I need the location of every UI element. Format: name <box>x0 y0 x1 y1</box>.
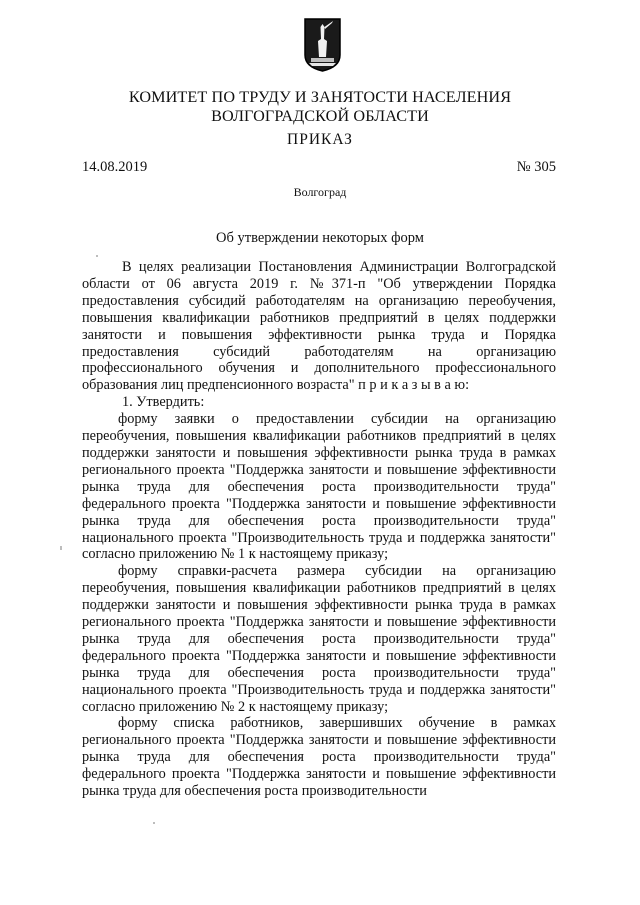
organization-line-2: ВОЛГОГРАДСКОЙ ОБЛАСТИ <box>211 107 429 125</box>
scan-mark <box>60 546 62 550</box>
organization-line-1: КОМИТЕТ ПО ТРУДУ И ЗАНЯТОСТИ НАСЕЛЕНИЯ <box>128 88 512 106</box>
volgograd-emblem-icon <box>303 17 342 72</box>
form-2-paragraph: форму справки-расчета размера субсидии на организацию переобучения, повышения квалификации работников предприятий в целях поддержки занятости и повышения эффективности рынка труда в рамках регионального проекта "Поддержка занятости и повышение эффективности рынка труда для обеспечения роста производительности труда" федерального проекта "Поддержка занятости и повышение эффективности рынка труда для обеспечения роста производительности труда" национального проекта "Производительность труда и поддержка занятости" согласно приложению № 2 к настоящему приказу; <box>82 563 556 715</box>
document-body <box>82 259 556 800</box>
list-item-1: 1. Утвердить: <box>122 394 205 411</box>
document-subject: Об утверждении некоторых форм <box>216 230 424 246</box>
form-1-paragraph: форму заявки о предоставлении субсидии на организацию переобучения, повышения квалификации работников предприятий в целях поддержки занятости и повышения эффективности рынка труда в рамках регионального проекта "Поддержка занятости и повышение эффективности рынка труда для обеспечения роста производительности труда" федерального проекта "Поддержка занятости и повышение эффективности рынка труда для обеспечения роста производительности труда" национального проекта "Производительность труда и поддержка занятости" согласно приложению № 1 к настоящему приказу; <box>82 411 556 563</box>
document-number: № 305 <box>516 159 556 175</box>
scan-mark <box>153 822 155 824</box>
organization-name <box>0 88 640 126</box>
document-city: Волгоград <box>293 185 347 199</box>
form-3-paragraph: форму списка работников, завершивших обучение в рамках регионального проекта "Поддержка занятости и повышение эффективности рынка труда для обеспечения роста производительности труда" федерального проекта "Поддержка занятости и повышение эффективности рынка труда для обеспечения роста производительности <box>82 715 556 800</box>
preamble-paragraph: В целях реализации Постановления Администрации Волгоградской области от 06 августа 2019 г. №371-п "Об утверждении Порядка предоставления субсидий работодателям на организацию переобучения, повышения квалификации работников предприятий в целях поддержки занятости и повышения эффективности рынка труда и Порядка предоставления субсидий работодателям на организацию профессионального обучения и дополнительного профессионального образования лиц предпенсионного возраста" п р и к а з ы в а ю: <box>82 259 556 394</box>
document-type: ПРИКАЗ <box>287 131 353 148</box>
scan-mark <box>96 255 98 257</box>
document-date: 14.08.2019 <box>82 159 148 175</box>
